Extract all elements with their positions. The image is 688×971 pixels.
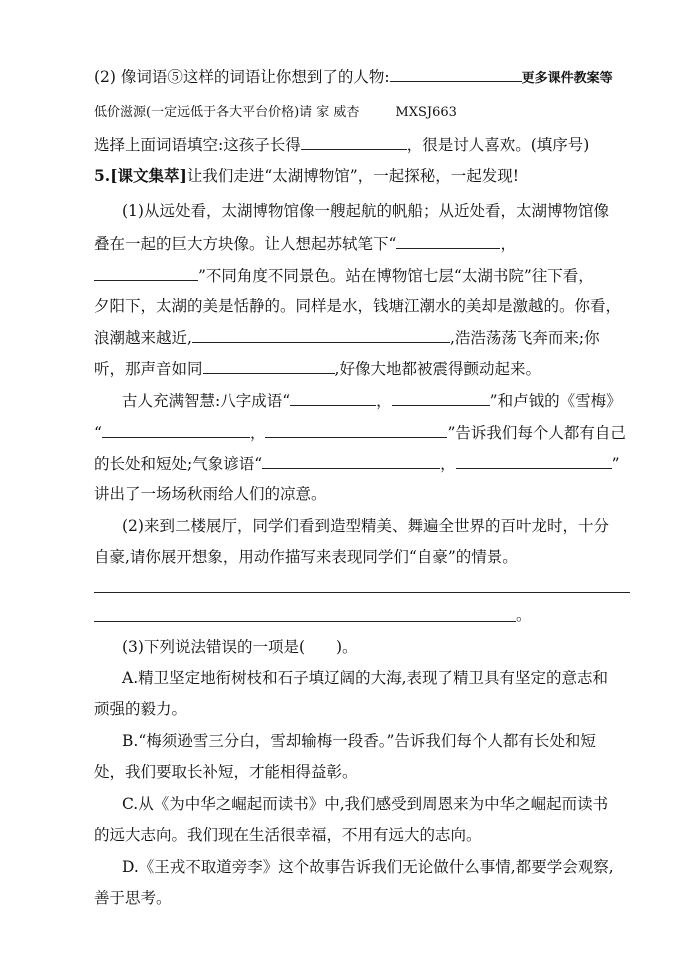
p1-text-1: (1)从远处看，太湖博物馆像一艘起航的帆船；从近处看，太湖博物馆像	[122, 202, 609, 220]
code-text: MXSJ663	[395, 105, 457, 120]
p3-line-1	[122, 516, 609, 536]
p1-text-5a: 浪潮越来越近,	[94, 329, 192, 347]
p1-text-6a: 听，那声音如同	[94, 360, 203, 378]
option-b-text-2: 处，我们要取长补短，才能相得益彰。	[94, 763, 358, 781]
sound-blank[interactable]	[203, 358, 335, 374]
option-a-text-2: 顽强的毅力。	[94, 700, 188, 718]
p3-line-2	[94, 547, 518, 567]
p1-line-5	[94, 327, 600, 348]
ad-text: 更多课件教案等	[521, 71, 613, 86]
p1-text-3: ”不同角度不同景色。站在博物馆七层“太湖书院”往下看，	[198, 267, 594, 285]
p2-line-3	[94, 453, 620, 474]
option-c-line-1[interactable]	[122, 794, 608, 814]
p1-line-4	[94, 296, 621, 316]
p1-text-6b: ,好像大地都被震得颤动起来。	[334, 360, 541, 378]
p2-text-4: 讲出了一场场秋雨给人们的凉意。	[94, 485, 327, 503]
q5-intro: 让我们走进“太湖博物馆”，一起探秘，一起发现!	[186, 167, 519, 185]
option-b-line-2	[94, 762, 358, 782]
option-d-text-1: D.《王戎不取道旁李》这个故事告诉我们无论做什么事情,都要学会观察,	[122, 858, 614, 876]
option-d-line-2	[94, 888, 172, 908]
p2-text-1a: 古人充满智慧:八字成语“	[122, 392, 291, 410]
option-a-text-1: A.精卫坚定地衔树枝和石子填辽阔的大海,表现了精卫具有坚定的意志和	[122, 669, 609, 687]
p1-text-2: 叠在一起的巨大方块像。让人想起苏轼笔下“	[94, 235, 397, 253]
answer-period-text: 。	[516, 606, 532, 624]
option-a-line-1[interactable]	[122, 668, 608, 688]
fill-post: ，很是讨人喜欢。(填序号)	[406, 136, 590, 154]
p2-line-4	[94, 484, 327, 504]
q2-line	[94, 66, 613, 89]
poem-blank-2[interactable]	[94, 265, 198, 281]
p2-quote-close: ”	[611, 455, 620, 473]
p3-text-1: (2)来到二楼展厅，同学们看到造型精美、舞遍全世界的百叶龙时，十分	[122, 517, 609, 535]
plum-blank-1[interactable]	[102, 422, 250, 438]
option-c-line-2	[94, 825, 482, 845]
q3-stem-text: (3)下列说法错误的一项是( )。	[122, 638, 358, 656]
p2-text-3a: 的长处和短处;气象谚语“	[94, 455, 263, 473]
p3-text-2: 自豪,请你展开想象，用动作描写来表现同学们“自豪”的情景。	[94, 548, 518, 566]
option-d-line-1[interactable]	[122, 857, 614, 877]
option-b-line-1[interactable]	[122, 731, 596, 751]
p2-line-2	[94, 422, 626, 443]
idiom-blank-2[interactable]	[392, 390, 490, 406]
ad-text-2: 低价滋源(一定远低于各大平台价格)请 家 威杏	[94, 105, 360, 120]
answer-line-1[interactable]	[94, 592, 630, 593]
p2-text-2c: ”告诉我们每个人都有自己	[447, 424, 626, 442]
q2-answer-blank[interactable]	[390, 66, 522, 82]
p2-line-1	[122, 390, 622, 411]
fill-pre: 选择上面词语填空:这孩子长得	[94, 136, 301, 154]
p1-comma: ，	[500, 235, 516, 253]
option-d-text-2: 善于思考。	[94, 889, 172, 907]
poem-blank-1[interactable]	[396, 233, 500, 249]
answer-line-2[interactable]	[94, 621, 516, 622]
q5-number: 5.	[94, 166, 111, 185]
plum-blank-2[interactable]	[265, 422, 447, 438]
q5-tag: [课文集萃]	[110, 166, 187, 185]
p2-text-1c: ”和卢钺的《雪梅》	[489, 392, 622, 410]
p1-text-4: 夕阳下，太湖的美是恬静的。同样是水，钱塘江潮水的美却是激越的。你看，	[94, 297, 622, 315]
proverb-blank-2[interactable]	[456, 453, 612, 469]
fill-line	[94, 134, 589, 155]
p1-line-2	[94, 233, 516, 254]
q5-heading	[94, 166, 519, 186]
p1-line-6	[94, 358, 541, 379]
p2-comma-2: ，	[249, 424, 266, 442]
q3-stem	[122, 637, 358, 657]
p1-text-5b: ,浩浩荡荡飞奔而来;你	[449, 329, 600, 347]
p1-line-1	[122, 201, 609, 221]
option-c-text-1: C.从《为中华之崛起而读书》中,我们感受到周恩来为中华之崛起而读书	[122, 795, 609, 813]
option-b-text-1: B.“梅须逊雪三分白，雪却输梅一段香。”告诉我们每个人都有长处和短	[122, 732, 596, 750]
q2-text: (2) 像词语⑤这样的词语让你想到了的人物:	[94, 68, 390, 86]
proverb-blank-1[interactable]	[262, 453, 440, 469]
ad-line	[94, 103, 457, 123]
p2-quote-open: “	[94, 424, 102, 442]
option-a-line-2	[94, 699, 187, 719]
p2-comma-1: ，	[376, 392, 392, 410]
p2-comma-3: ，	[440, 455, 456, 473]
option-c-text-2: 的远大志向。我们现在生活很幸福，不用有远大的志向。	[94, 826, 482, 844]
wave-blank[interactable]	[192, 327, 450, 343]
p1-line-3	[94, 265, 594, 286]
fill-answer-blank[interactable]	[301, 134, 407, 150]
answer-period	[516, 605, 532, 625]
idiom-blank-1[interactable]	[290, 390, 376, 406]
